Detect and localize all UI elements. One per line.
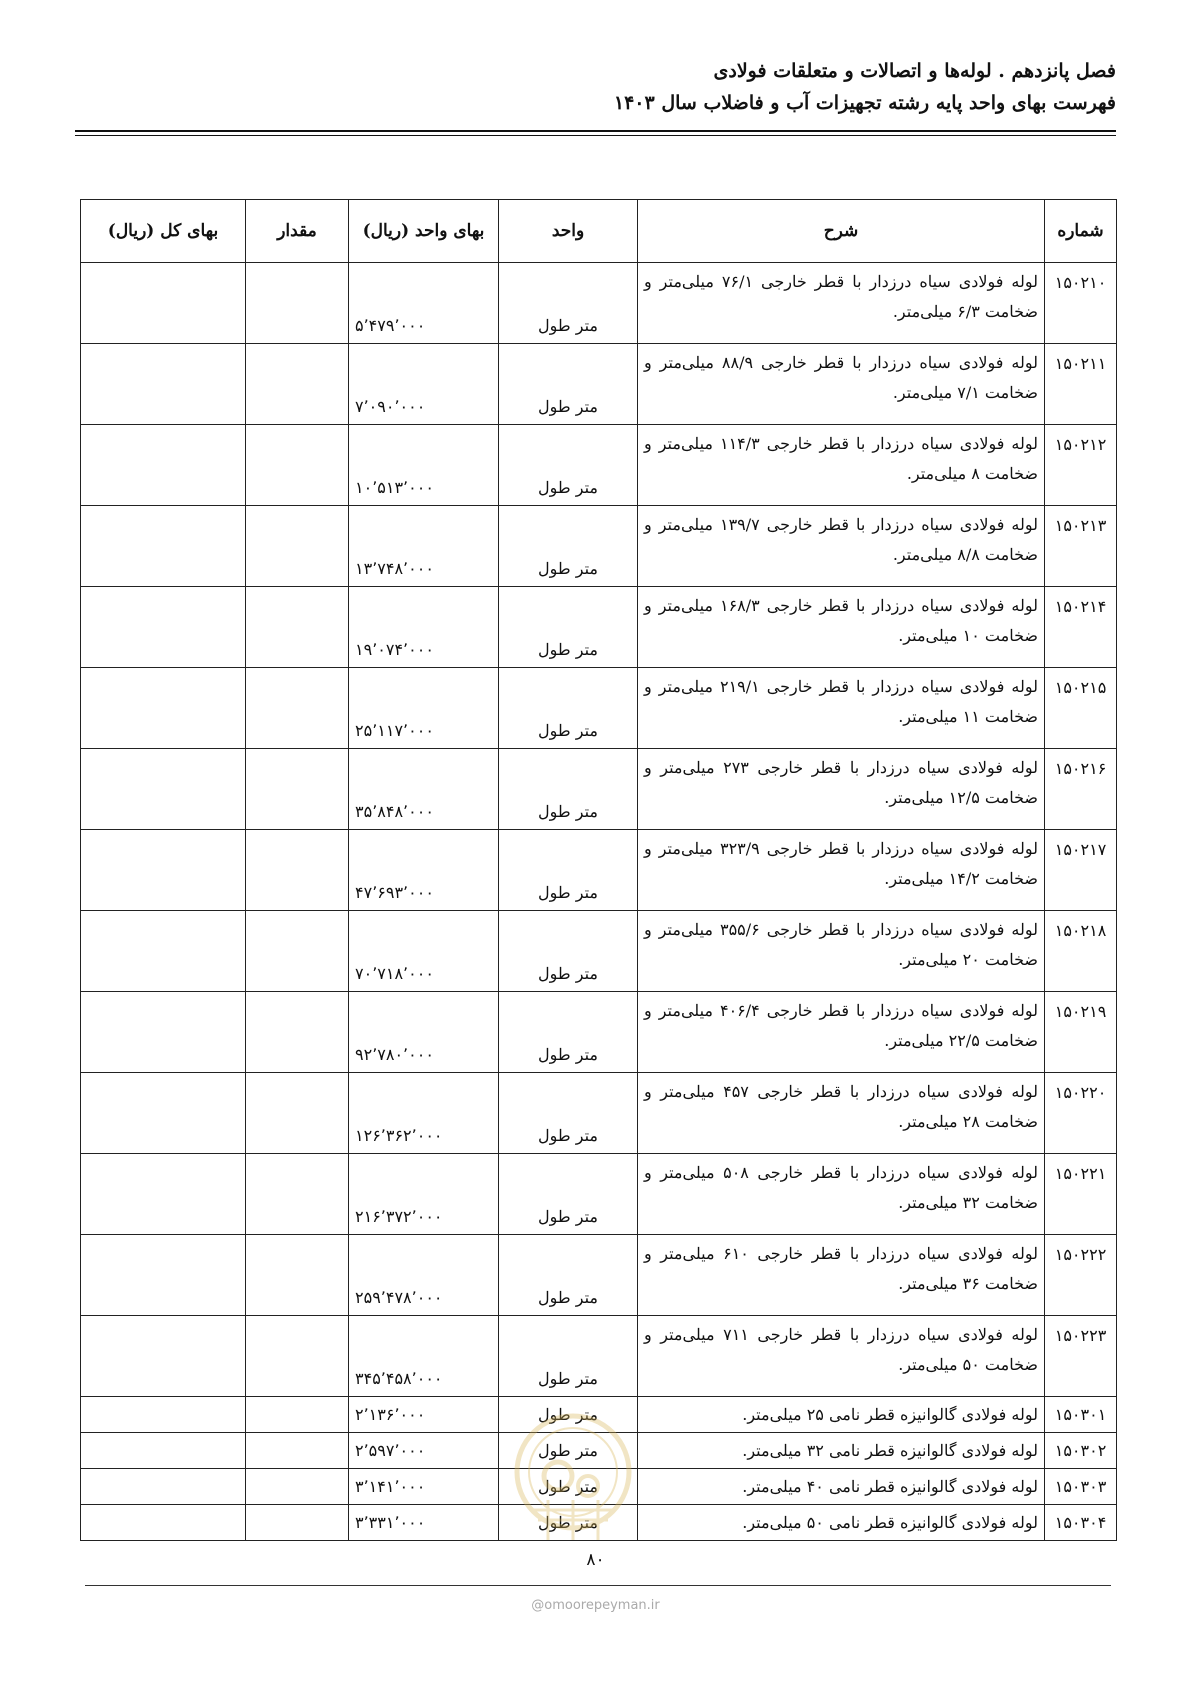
item-code: ۱۵۰۲۲۳ [1045,1316,1117,1397]
item-code: ۱۵۰۳۰۲ [1045,1433,1117,1469]
item-unit: متر طول [499,263,638,344]
item-total-price [81,1235,246,1316]
table-row [81,1316,1117,1397]
item-unit-price: ۱۰٬۵۱۳٬۰۰۰ [349,425,499,506]
item-total-price [81,911,246,992]
item-unit-price: ۲۵۹٬۴۷۸٬۰۰۰ [349,1235,499,1316]
item-unit: متر طول [499,749,638,830]
item-total-price [81,830,246,911]
item-code: ۱۵۰۳۰۴ [1045,1505,1117,1541]
item-total-price [81,1073,246,1154]
item-quantity [246,263,349,344]
item-unit-price: ۵٬۴۷۹٬۰۰۰ [349,263,499,344]
table-row [81,992,1117,1073]
item-unit-price: ۲٬۱۳۶٬۰۰۰ [349,1397,499,1433]
table-row [81,749,1117,830]
page-number: ۸۰ [586,1550,605,1570]
item-code: ۱۵۰۲۲۱ [1045,1154,1117,1235]
item-quantity [246,1154,349,1235]
item-unit-price: ۱۳٬۷۴۸٬۰۰۰ [349,506,499,587]
item-code: ۱۵۰۲۱۹ [1045,992,1117,1073]
item-total-price [81,1505,246,1541]
site-watermark: @omoorepeyman.ir [531,1598,660,1613]
item-quantity [246,1316,349,1397]
item-quantity [246,425,349,506]
item-code: ۱۵۰۲۱۵ [1045,668,1117,749]
item-unit-price: ۳۴۵٬۴۵۸٬۰۰۰ [349,1316,499,1397]
item-total-price [81,344,246,425]
item-unit: متر طول [499,1235,638,1316]
item-unit: متر طول [499,1433,638,1469]
item-total-price [81,1154,246,1235]
item-quantity [246,1469,349,1505]
item-unit-price: ۲٬۵۹۷٬۰۰۰ [349,1433,499,1469]
item-unit-price: ۲۵٬۱۱۷٬۰۰۰ [349,668,499,749]
header-rule-thick [75,130,1116,132]
item-description: لوله فولادی سیاه درزدار با قطر خارجی ۴۰۶/۴ میلی‌متر و ضخامت ۲۲/۵ میلی‌متر. [638,992,1045,1073]
item-unit-price: ۱۹٬۰۷۴٬۰۰۰ [349,587,499,668]
item-total-price [81,1433,246,1469]
price-table [80,199,1117,1541]
item-unit: متر طول [499,344,638,425]
item-unit-price: ۳٬۱۴۱٬۰۰۰ [349,1469,499,1505]
item-code: ۱۵۰۲۱۶ [1045,749,1117,830]
item-description: لوله فولادی گالوانیزه قطر نامی ۲۵ میلی‌متر. [638,1397,1045,1433]
table-row [81,830,1117,911]
item-quantity [246,992,349,1073]
item-quantity [246,830,349,911]
item-code: ۱۵۰۳۰۳ [1045,1469,1117,1505]
item-unit: متر طول [499,1154,638,1235]
item-code: ۱۵۰۳۰۱ [1045,1397,1117,1433]
item-unit-price: ۱۲۶٬۳۶۲٬۰۰۰ [349,1073,499,1154]
item-quantity [246,1433,349,1469]
item-total-price [81,668,246,749]
item-code: ۱۵۰۲۱۷ [1045,830,1117,911]
column-header-unit-price: بهای واحد (ریال) [349,200,499,263]
table-row [81,587,1117,668]
item-unit-price: ۳٬۳۳۱٬۰۰۰ [349,1505,499,1541]
item-description: لوله فولادی سیاه درزدار با قطر خارجی ۴۵۷ میلی‌متر و ضخامت ۲۸ میلی‌متر. [638,1073,1045,1154]
item-unit-price: ۲۱۶٬۳۷۲٬۰۰۰ [349,1154,499,1235]
item-description: لوله فولادی سیاه درزدار با قطر خارجی ۷۱۱ میلی‌متر و ضخامت ۵۰ میلی‌متر. [638,1316,1045,1397]
item-description: لوله فولادی سیاه درزدار با قطر خارجی ۱۶۸/۳ میلی‌متر و ضخامت ۱۰ میلی‌متر. [638,587,1045,668]
item-unit-price: ۳۵٬۸۴۸٬۰۰۰ [349,749,499,830]
item-unit: متر طول [499,1469,638,1505]
item-quantity [246,587,349,668]
item-code: ۱۵۰۲۱۱ [1045,344,1117,425]
table-row [81,425,1117,506]
item-unit: متر طول [499,506,638,587]
column-header-quantity: مقدار [246,200,349,263]
item-description: لوله فولادی سیاه درزدار با قطر خارجی ۵۰۸ میلی‌متر و ضخامت ۳۲ میلی‌متر. [638,1154,1045,1235]
item-quantity [246,1073,349,1154]
item-unit-price: ۴۷٬۶۹۳٬۰۰۰ [349,830,499,911]
item-total-price [81,992,246,1073]
item-unit: متر طول [499,1397,638,1433]
page-header [76,56,1116,118]
item-unit: متر طول [499,911,638,992]
item-unit: متر طول [499,587,638,668]
item-description: لوله فولادی گالوانیزه قطر نامی ۵۰ میلی‌متر. [638,1505,1045,1541]
item-unit: متر طول [499,1505,638,1541]
item-description: لوله فولادی سیاه درزدار با قطر خارجی ۱۱۴/۳ میلی‌متر و ضخامت ۸ میلی‌متر. [638,425,1045,506]
item-description: لوله فولادی سیاه درزدار با قطر خارجی ۲۱۹/۱ میلی‌متر و ضخامت ۱۱ میلی‌متر. [638,668,1045,749]
item-code: ۱۵۰۲۱۳ [1045,506,1117,587]
item-quantity [246,1397,349,1433]
item-description: لوله فولادی سیاه درزدار با قطر خارجی ۶۱۰ میلی‌متر و ضخامت ۳۶ میلی‌متر. [638,1235,1045,1316]
column-header-code: شماره [1045,200,1117,263]
table-row [81,344,1117,425]
item-code: ۱۵۰۲۱۲ [1045,425,1117,506]
item-unit: متر طول [499,1316,638,1397]
column-header-total-price: بهای کل (ریال) [81,200,246,263]
header-rule-thin [75,135,1116,136]
item-unit: متر طول [499,425,638,506]
item-description: لوله فولادی سیاه درزدار با قطر خارجی ۳۲۳/۹ میلی‌متر و ضخامت ۱۴/۲ میلی‌متر. [638,830,1045,911]
chapter-title: فصل پانزدهم . لوله‌ها و اتصالات و متعلقات فولادی [713,60,1116,82]
item-code: ۱۵۰۲۱۰ [1045,263,1117,344]
item-unit: متر طول [499,830,638,911]
item-quantity [246,911,349,992]
table-row [81,1073,1117,1154]
item-total-price [81,749,246,830]
item-total-price [81,1469,246,1505]
item-total-price [81,263,246,344]
item-total-price [81,506,246,587]
item-unit: متر طول [499,668,638,749]
item-code: ۱۵۰۲۱۴ [1045,587,1117,668]
item-quantity [246,749,349,830]
item-unit: متر طول [499,1073,638,1154]
item-total-price [81,1316,246,1397]
item-code: ۱۵۰۲۲۰ [1045,1073,1117,1154]
document-title: فهرست بهای واحد پایه رشته تجهیزات آب و فاضلاب سال ۱۴۰۳ [613,92,1116,114]
item-description: لوله فولادی سیاه درزدار با قطر خارجی ۳۵۵/۶ میلی‌متر و ضخامت ۲۰ میلی‌متر. [638,911,1045,992]
item-total-price [81,1397,246,1433]
table-row [81,506,1117,587]
item-quantity [246,668,349,749]
item-description: لوله فولادی سیاه درزدار با قطر خارجی ۱۳۹/۷ میلی‌متر و ضخامت ۸/۸ میلی‌متر. [638,506,1045,587]
item-description: لوله فولادی گالوانیزه قطر نامی ۳۲ میلی‌متر. [638,1433,1045,1469]
footer-rule [85,1585,1111,1586]
item-unit-price: ۷۰٬۷۱۸٬۰۰۰ [349,911,499,992]
item-quantity [246,1505,349,1541]
item-unit: متر طول [499,992,638,1073]
item-code: ۱۵۰۲۱۸ [1045,911,1117,992]
item-total-price [81,587,246,668]
table-row [81,263,1117,344]
item-unit-price: ۷٬۰۹۰٬۰۰۰ [349,344,499,425]
table-row [81,911,1117,992]
item-unit-price: ۹۲٬۷۸۰٬۰۰۰ [349,992,499,1073]
table-body [81,263,1117,1541]
item-quantity [246,344,349,425]
table-row [81,1154,1117,1235]
item-code: ۱۵۰۲۲۲ [1045,1235,1117,1316]
column-header-description: شرح [638,200,1045,263]
seal-watermark [508,1410,638,1550]
column-header-unit: واحد [499,200,638,263]
item-quantity [246,1235,349,1316]
table-row [81,1235,1117,1316]
item-description: لوله فولادی سیاه درزدار با قطر خارجی ۸۸/۹ میلی‌متر و ضخامت ۷/۱ میلی‌متر. [638,344,1045,425]
table-row [81,668,1117,749]
item-description: لوله فولادی گالوانیزه قطر نامی ۴۰ میلی‌متر. [638,1469,1045,1505]
item-quantity [246,506,349,587]
item-description: لوله فولادی سیاه درزدار با قطر خارجی ۲۷۳ میلی‌متر و ضخامت ۱۲/۵ میلی‌متر. [638,749,1045,830]
item-description: لوله فولادی سیاه درزدار با قطر خارجی ۷۶/۱ میلی‌متر و ضخامت ۶/۳ میلی‌متر. [638,263,1045,344]
table-header-row [81,200,1117,263]
item-total-price [81,425,246,506]
